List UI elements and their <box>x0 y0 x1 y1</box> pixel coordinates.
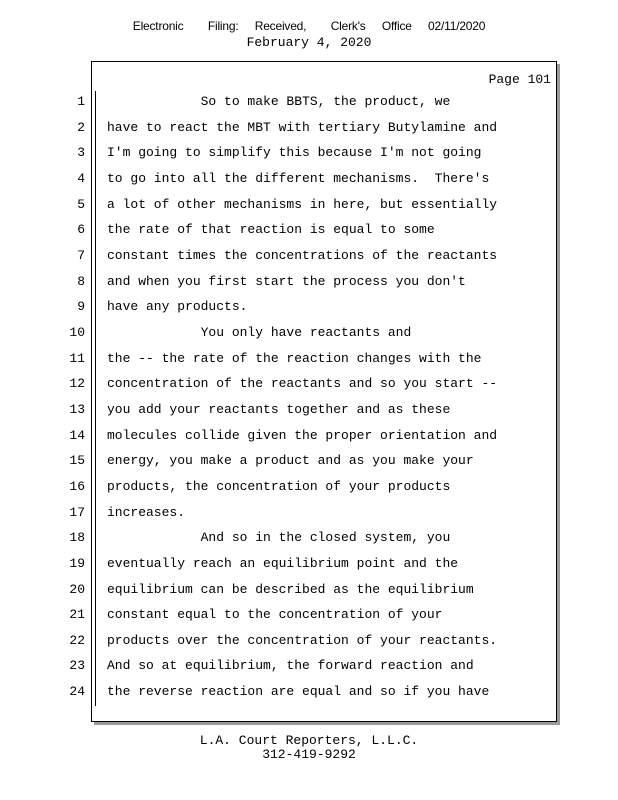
line-number: 16 <box>69 479 85 494</box>
transcript-line <box>0 296 555 318</box>
line-number: 3 <box>77 145 85 160</box>
line-number: 14 <box>69 428 85 443</box>
line-text: you add your reactants together and as these <box>107 402 451 417</box>
transcript-line <box>0 271 555 293</box>
line-number: 22 <box>69 633 85 648</box>
transcript-line <box>0 348 555 370</box>
transcript-line <box>0 373 555 395</box>
line-text: And so in the closed system, you <box>107 530 451 545</box>
line-number: 12 <box>69 376 85 391</box>
line-text: the rate of that reaction is equal to some <box>107 222 435 237</box>
line-text: the -- the rate of the reaction changes with the <box>107 351 482 366</box>
line-number: 20 <box>69 582 85 597</box>
line-text: concentration of the reactants and so you start -- <box>107 376 498 391</box>
transcript-line <box>0 117 555 139</box>
line-text: energy, you make a product and as you make your <box>107 453 474 468</box>
line-text: molecules collide given the proper orientation and <box>107 428 498 443</box>
line-number: 11 <box>69 351 85 366</box>
line-number: 24 <box>69 684 85 699</box>
transcript-line <box>0 476 555 498</box>
line-number: 4 <box>77 171 85 186</box>
line-text: constant equal to the concentration of your <box>107 607 443 622</box>
line-text: eventually reach an equilibrium point and the <box>107 556 459 571</box>
line-number: 2 <box>77 120 85 135</box>
line-text: have any products. <box>107 299 248 314</box>
line-number: 15 <box>69 453 85 468</box>
transcript-line <box>0 425 555 447</box>
line-text: constant times the concentrations of the reactants <box>107 248 498 263</box>
line-text: I'm going to simplify this because I'm not going <box>107 145 482 160</box>
line-number: 21 <box>69 607 85 622</box>
line-number: 1 <box>77 94 85 109</box>
transcript-line <box>0 553 555 575</box>
line-number: 18 <box>69 530 85 545</box>
electronic-filing-stamp: Electronic Filing: Received, Clerk's Office 02/11/2020 <box>132 19 486 33</box>
line-number: 6 <box>77 222 85 237</box>
transcript-line <box>0 168 555 190</box>
line-text: and when you first start the process you don't <box>107 274 466 289</box>
line-number: 13 <box>69 402 85 417</box>
line-text: have to react the MBT with tertiary Butylamine and <box>107 120 498 135</box>
transcript-line <box>0 194 555 216</box>
line-text: a lot of other mechanisms in here, but essentially <box>107 197 498 212</box>
line-number: 23 <box>69 658 85 673</box>
line-number: 5 <box>77 197 85 212</box>
transcript-line <box>0 399 555 421</box>
line-number: 10 <box>69 325 85 340</box>
line-number: 17 <box>69 505 85 520</box>
line-text: And so at equilibrium, the forward reaction and <box>107 658 474 673</box>
line-number: 8 <box>77 274 85 289</box>
transcript-line <box>0 527 555 549</box>
line-text: You only have reactants and <box>107 325 412 340</box>
line-number: 7 <box>77 248 85 263</box>
transcript-line <box>0 245 555 267</box>
transcript-line <box>0 502 555 524</box>
transcript-line <box>0 655 555 677</box>
line-text: to go into all the different mechanisms. There's <box>107 171 490 186</box>
transcript-line <box>0 681 555 703</box>
page-number: Page 101 <box>488 72 551 87</box>
transcript-line <box>0 142 555 164</box>
transcript-line <box>0 630 555 652</box>
line-text: increases. <box>107 505 186 520</box>
transcript-line <box>0 322 555 344</box>
transcript-line <box>0 604 555 626</box>
hearing-date: February 4, 2020 <box>246 35 372 50</box>
transcript-line <box>0 91 555 113</box>
transcript-line <box>0 450 555 472</box>
line-number: 19 <box>69 556 85 571</box>
line-text: products, the concentration of your products <box>107 479 451 494</box>
court-reporter-name: L.A. Court Reporters, L.L.C. <box>199 733 419 748</box>
line-text: products over the concentration of your reactants. <box>107 633 498 648</box>
line-text: So to make BBTS, the product, we <box>107 94 451 109</box>
line-text: equilibrium can be described as the equilibrium <box>107 582 474 597</box>
transcript-line <box>0 219 555 241</box>
line-text: the reverse reaction are equal and so if you have <box>107 684 490 699</box>
court-reporter-phone: 312-419-9292 <box>262 747 356 762</box>
transcript-line <box>0 579 555 601</box>
line-number: 9 <box>77 299 85 314</box>
